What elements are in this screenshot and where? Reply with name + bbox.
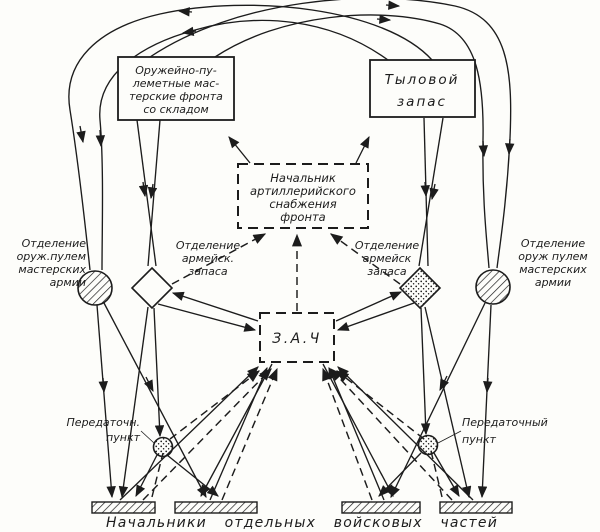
right-army-workshops-line3: мастерских: [519, 263, 587, 276]
left-transfer-point-line2: пункт: [106, 431, 140, 444]
chief-supply-line1: Начальник: [270, 171, 336, 185]
left-army-workshops-line3: мастерских: [18, 263, 86, 276]
unit-bar-2: [175, 502, 257, 513]
left-army-reserve-line3: запаса: [188, 265, 228, 278]
bottom-caption: Начальники отдельных войсковых частей: [105, 515, 499, 531]
rear-reserve-line1: Тыловой: [384, 72, 460, 88]
front-workshops-line1: Оружейно-пу-: [135, 64, 217, 77]
left-fan-lines: [97, 303, 277, 500]
left-army-reserve-node: [132, 268, 172, 308]
right-army-reserve-line2: армейск: [362, 252, 412, 265]
left-army-reserve-line1: Отделение: [175, 239, 241, 252]
left-army-workshops-line2: оруж.пулем: [16, 250, 86, 263]
front-workshops-line4: со складом: [143, 103, 209, 116]
right-transfer-point-line2: пункт: [462, 433, 496, 446]
unit-bar-4: [440, 502, 512, 513]
unit-bar-1: [92, 502, 155, 513]
top-loop-lines: [69, 0, 511, 270]
right-army-workshops-node: [476, 270, 510, 304]
left-army-workshops-line4: армии: [49, 276, 86, 289]
left-army-workshops-line1: Отделение: [21, 237, 86, 250]
right-army-reserve-label: [355, 239, 420, 278]
right-transfer-point-label: [462, 416, 548, 446]
chief-supply-line2: артиллерийского: [250, 184, 356, 198]
right-transfer-point-line1: Передаточный: [462, 416, 548, 429]
right-army-workshops-line1: Отделение: [520, 237, 586, 250]
unit-bars: [92, 502, 512, 513]
zach-label: З.А.Ч: [272, 331, 322, 347]
right-army-workshops-line4: армии: [534, 276, 572, 289]
unit-bar-3: [342, 502, 420, 513]
front-workshops-line3: терские фронта: [129, 90, 223, 103]
right-transfer-point-node: [419, 436, 438, 455]
right-army-reserve-line3: запаса: [367, 265, 407, 278]
right-army-workshops-label: [518, 237, 587, 289]
chief-supply-line3: снабжения: [269, 197, 337, 211]
chief-supply-line4: фронта: [280, 210, 326, 224]
rear-reserve-line2: запас: [397, 94, 447, 110]
right-army-reserve-line1: Отделение: [354, 239, 420, 252]
left-transfer-point-label: [67, 416, 141, 444]
front-workshops-line2: леметные мас-: [132, 77, 220, 90]
right-army-workshops-line2: оруж пулем: [518, 250, 588, 263]
left-army-reserve-line2: армейск.: [181, 252, 235, 265]
left-transfer-point-line1: Передаточн.: [66, 416, 140, 429]
right-fan-lines: [323, 303, 491, 500]
left-army-workshops-label: [17, 237, 87, 289]
left-transfer-point-node: [154, 438, 173, 457]
left-army-reserve-label: [176, 239, 241, 278]
